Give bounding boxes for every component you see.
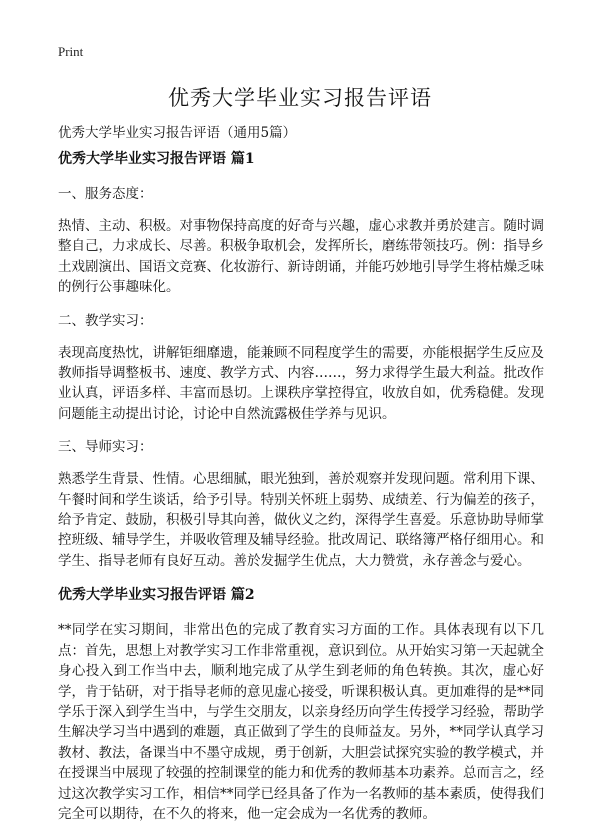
subsection-heading: 二、教学实习： (58, 312, 153, 329)
subsection-service-attitude (58, 184, 544, 298)
section-1 (58, 148, 544, 571)
paragraph: 热情、主动、积极。对事物保持高度的好奇与兴趣，虚心求教并勇於建言。随时调整自己，力求成长、尽善。积极争取机会，发挥所长，磨练带领技巧。例：指导乡土戏剧演出、国语文竞赛、化妆游行、新诗朗诵，并能巧妙地引导学生将枯燥乏味的例行公事趣味化。 (58, 218, 544, 296)
paragraph: 表现高度热忱，讲解钜细靡遗，能兼顾不同程度学生的需要，亦能根据学生反应及教师指导调整板书、速度、教学方式、内容……，努力求得学生最大利益。批改作业认真，评语多样、丰富而恳切。上课秩序掌控得宜，收放自如，优秀稳健。发现问题能主动提出讨论，讨论中自然流露极佳学养与见识。 (58, 344, 544, 422)
subsection-heading: 三、导师实习： (58, 439, 153, 456)
section-heading: 优秀大学毕业实习报告评语 篇1 (58, 151, 255, 167)
subsection-mentor-practice (58, 437, 544, 571)
document-subtitle: 优秀大学毕业实习报告评语（通用5篇） (58, 125, 297, 141)
document-content (58, 148, 544, 837)
subsection-teaching-practice (58, 311, 544, 425)
paragraph: 熟悉学生背景、性情。心思细腻，眼光独到，善於观察并发现问题。常利用下课、午餐时间和学生谈话，给予引导。特别关怀班上弱势、成绩差、行为偏差的孩子，给予肯定、鼓励，积极引导其向善，做伙义之约，深得学生喜爱。乐意协助导师掌控班级、辅导学生，并吸收管理及辅导经验。批改周记、联络簿严格仔细用心。和学生、指导老师有良好互动。善於发掘学生优点，大力赞赏，永存善念与爱心。 (58, 471, 544, 569)
section-2 (58, 584, 544, 824)
page-title: 优秀大学毕业实习报告评语 (168, 86, 432, 110)
section-heading: 优秀大学毕业实习报告评语 篇2 (58, 587, 255, 604)
print-link[interactable]: Print (58, 44, 84, 59)
subsection-heading: 一、服务态度： (58, 186, 153, 202)
paragraph: **同学在实习期间，非常出色的完成了教育实习方面的工作。具体表现有以下几点：首先，思想上对教学实习工作非常重视，意识到位。从开始实习第一天起就全身心投入到工作当中去，顺利地完成了从学生到老师的角色转换。其次，虚心好学，肯于钻研，对于指导老师的意见虚心接受，听课积极认真。更加难得的是**同学乐于深入到学生当中，与学生交朋友，以亲身经历向学生传授学习经验，帮助学生解决学习当中遇到的难题，真正做到了学生的良师益友。另外，**同学认真学习教材、教法，备课当中不墨守成规，勇于创新，大胆尝试探究实验的教学模式，并在授课当中展现了较强的控制课堂的能力和优秀的教师基本功素养。总而言之，经过这次教学实习工作，相信**同学已经具备了作为一名教师的基本素质，使得我们完全可以期待，在不久的将来，他一定会成为一名优秀的教师。 (58, 622, 544, 822)
